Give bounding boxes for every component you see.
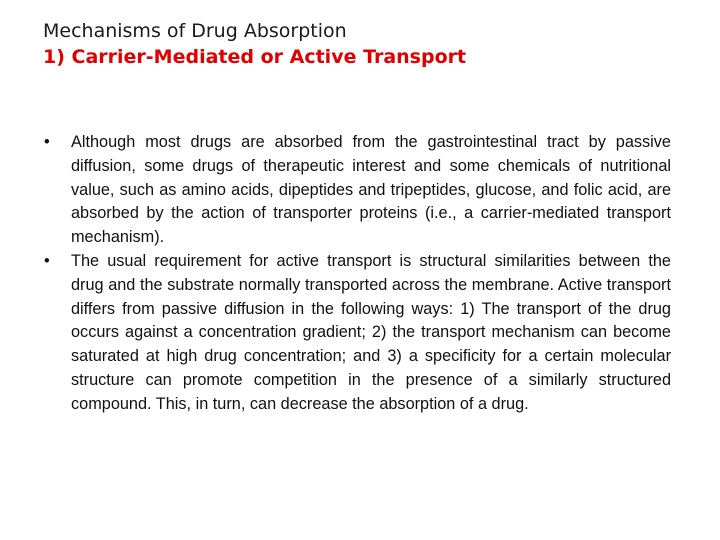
bullet-list [44, 131, 671, 417]
bullet-text: The usual requirement for active transport is structural similarities between the drug and the substrate normally transported across the membrane. Active transport differs from passive diffusion in the following ways: 1) The transport of the drug occurs against a concentration gradient; 2) the transport mechanism can become saturated at high drug concentration; and 3) a specificity for a certain molecular structure can promote competition in the presence of a similarly structured compound. This, in turn, can decrease the absorption of a drug. [71, 251, 671, 413]
bullet-text: Although most drugs are absorbed from the gastrointestinal tract by passive diffusion, some drugs of therapeutic interest and some chemicals of nutritional value, such as amino acids, dipeptides and tripeptides, glucose, and folic acid, are absorbed by the action of transporter proteins (i.e., a carrier-mediated transport mechanism). [71, 133, 671, 247]
slide-subtitle: 1) Carrier-Mediated or Active Transport [43, 46, 467, 68]
bullet-item [44, 131, 671, 250]
bullet-marker: • [44, 133, 50, 151]
title-block [43, 18, 466, 70]
bullet-marker: • [44, 251, 50, 270]
slide-title: Mechanisms of Drug Absorption [43, 20, 347, 42]
bullet-item [44, 250, 671, 417]
